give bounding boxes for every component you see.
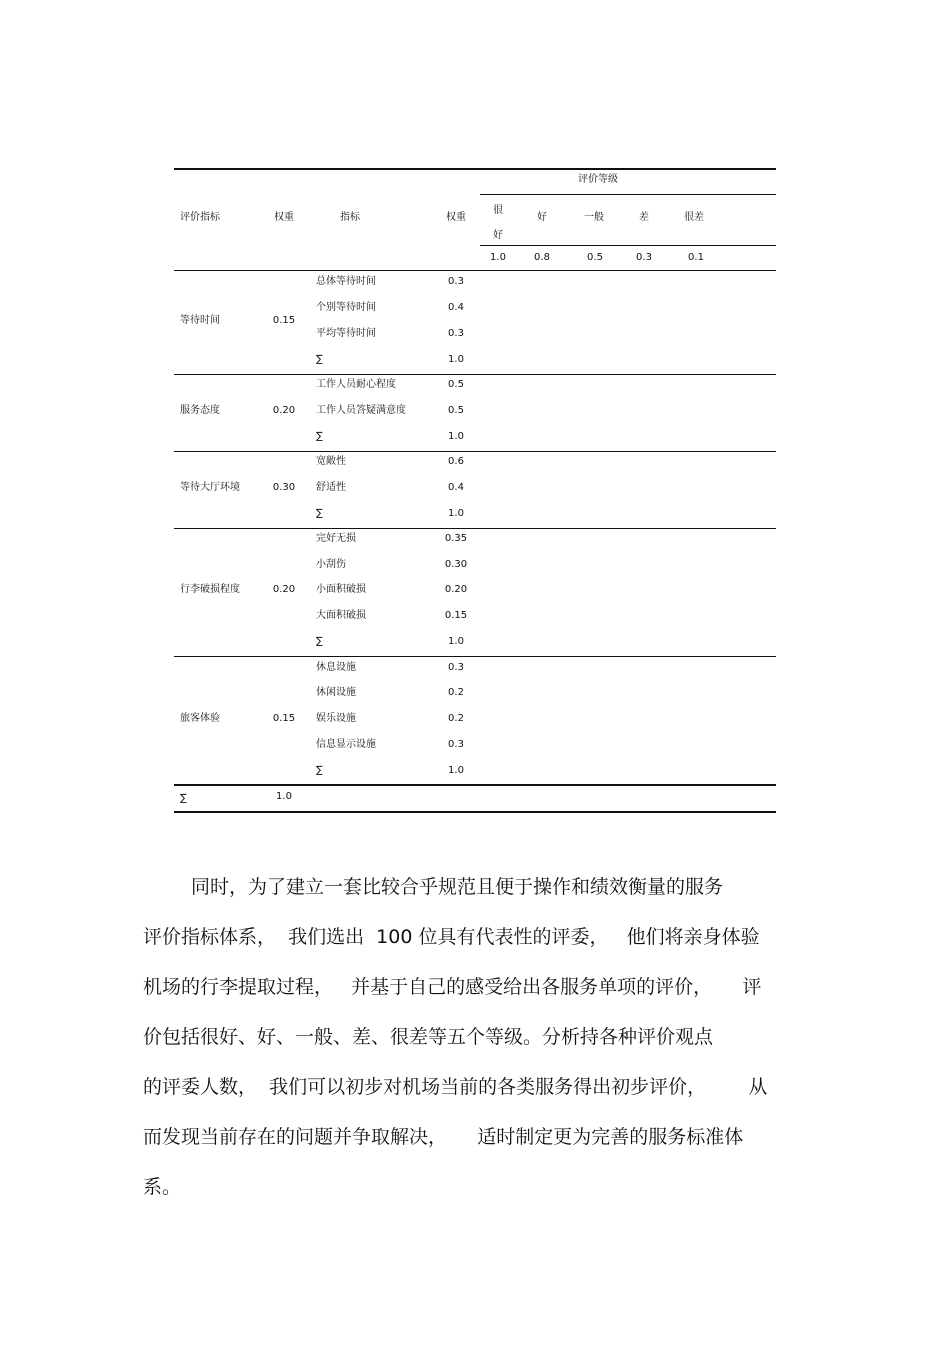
group-weight: 0.15: [272, 713, 296, 724]
group-name: 行李破损程度: [180, 584, 240, 595]
sub-sum-weight: 1.0: [448, 431, 464, 442]
sub-sum-weight: 1.0: [448, 508, 464, 519]
sub-indicator: 个别等待时间: [316, 302, 376, 313]
sub-sum-symbol: ∑: [316, 636, 323, 647]
group-name: 等待时间: [180, 315, 220, 326]
paragraph-line: 而发现当前存在的问题并争取解决， 适时制定更为完善的服务标准体: [143, 1126, 744, 1148]
group-rule: [174, 451, 776, 452]
grade-value: 1.0: [490, 252, 506, 263]
group-name: 等待大厅环境: [180, 482, 240, 493]
sub-indicator: 完好无损: [316, 533, 356, 544]
group-rule: [174, 528, 776, 529]
sub-indicator: 休闲设施: [316, 687, 356, 698]
evaluation-table: [174, 168, 776, 813]
header-grade-group: 评价等级: [578, 174, 618, 185]
sub-weight: 0.4: [448, 302, 464, 313]
group-name: 服务态度: [180, 405, 220, 416]
table-top-rule: [174, 168, 776, 170]
sub-weight: 0.3: [448, 662, 464, 673]
sub-weight: 0.3: [448, 328, 464, 339]
sub-sum-symbol: ∑: [316, 508, 323, 519]
grade-value: 0.5: [587, 252, 603, 263]
header-weight: 权重: [274, 212, 294, 223]
sub-indicator: 宽敞性: [316, 456, 346, 467]
sub-sum-symbol: ∑: [316, 354, 323, 365]
sub-indicator: 娱乐设施: [316, 713, 356, 724]
sub-sum-symbol: ∑: [316, 431, 323, 442]
paragraph-line: 系。: [143, 1176, 182, 1198]
group-name: 旅客体验: [180, 713, 220, 724]
group-weight: 0.20: [272, 584, 296, 595]
sub-weight: 0.3: [448, 739, 464, 750]
paragraph-line: 机场的行李提取过程， 并基于自己的感受给出各服务单项的评价， 评: [143, 976, 762, 998]
sub-sum-weight: 1.0: [448, 636, 464, 647]
sub-weight: 0.15: [444, 610, 468, 621]
sub-indicator: 信息显示设施: [316, 739, 376, 750]
sub-indicator: 舒适性: [316, 482, 346, 493]
group-rule: [174, 656, 776, 657]
grade-value: 0.1: [688, 252, 704, 263]
total-weight: 1.0: [276, 791, 292, 802]
header-bottom-rule: [174, 270, 776, 271]
grade-label: 差: [639, 212, 649, 223]
sub-weight: 0.4: [448, 482, 464, 493]
paragraph-line: 同时，为了建立一套比较合乎规范且便于操作和绩效衡量的服务: [191, 876, 724, 898]
total-sum-symbol: ∑: [180, 793, 187, 804]
sub-indicator: 小面积破损: [316, 584, 366, 595]
sub-weight: 0.5: [448, 379, 464, 390]
grade-label: 好: [537, 212, 547, 223]
sub-indicator: 大面积破损: [316, 610, 366, 621]
sub-indicator: 平均等待时间: [316, 328, 376, 339]
sub-indicator: 休息设施: [316, 662, 356, 673]
sub-weight: 0.6: [448, 456, 464, 467]
sub-indicator: 总体等待时间: [316, 276, 376, 287]
sub-weight: 0.5: [448, 405, 464, 416]
sub-weight: 0.2: [448, 687, 464, 698]
grade-label: 很好: [493, 205, 503, 241]
group-weight: 0.20: [272, 405, 296, 416]
sub-weight: 0.30: [444, 559, 468, 570]
grade-group-rule: [480, 194, 776, 195]
sub-sum-symbol: ∑: [316, 765, 323, 776]
grade-value: 0.3: [636, 252, 652, 263]
sub-weight: 0.35: [444, 533, 468, 544]
grade-label: 很差: [684, 212, 704, 223]
group-weight: 0.30: [272, 482, 296, 493]
sub-sum-weight: 1.0: [448, 765, 464, 776]
paragraph-line: 价包括很好、好、一般、差、很差等五个等级。分析持各种评价观点: [143, 1026, 714, 1048]
paragraph-line: 评价指标体系， 我们选出 100 位具有代表性的评委， 他们将亲身体验: [143, 926, 760, 948]
header-sub-weight: 权重: [446, 212, 466, 223]
sub-weight: 0.20: [444, 584, 468, 595]
sub-weight: 0.3: [448, 276, 464, 287]
sub-indicator: 小刮伤: [316, 559, 346, 570]
table-bottom-rule: [174, 811, 776, 813]
sub-weight: 0.2: [448, 713, 464, 724]
paragraph-line: 的评委人数， 我们可以初步对机场当前的各类服务得出初步评价， 从: [143, 1076, 768, 1098]
grade-value: 0.8: [534, 252, 550, 263]
total-top-rule: [174, 784, 776, 786]
header-sub-indicator: 指标: [340, 212, 360, 223]
header-indicator: 评价指标: [180, 212, 220, 223]
grade-value-rule: [480, 245, 776, 246]
sub-indicator: 工作人员耐心程度: [316, 379, 396, 390]
sub-indicator: 工作人员答疑满意度: [316, 405, 406, 416]
sub-sum-weight: 1.0: [448, 354, 464, 365]
grade-label: 一般: [584, 212, 604, 223]
group-rule: [174, 374, 776, 375]
group-weight: 0.15: [272, 315, 296, 326]
